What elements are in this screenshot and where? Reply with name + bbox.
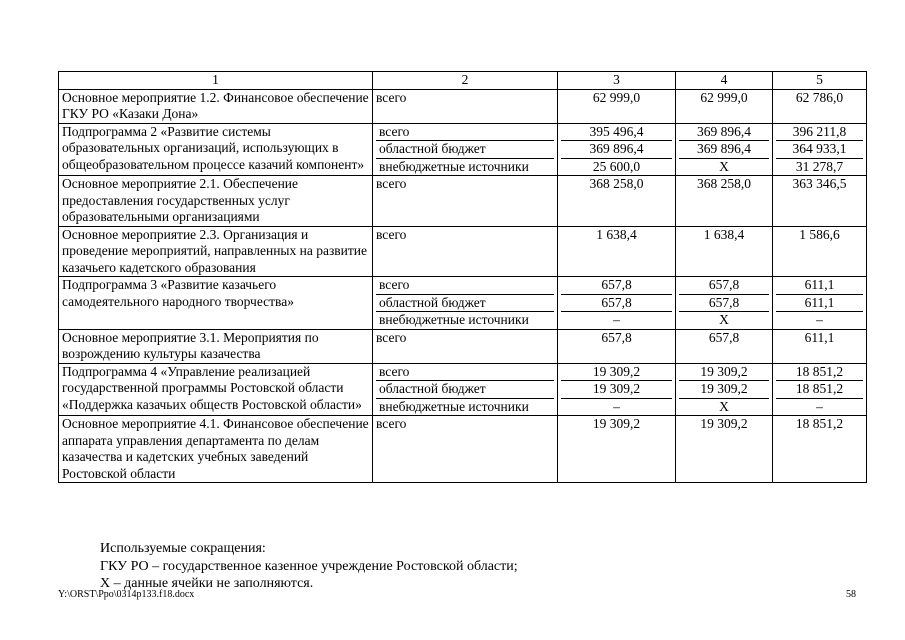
value-col5-cell: 363 346,5 — [773, 176, 867, 227]
value-col5-cell: 1 586,6 — [773, 226, 867, 277]
value-col5-cell — [773, 363, 867, 416]
table-row — [59, 416, 867, 483]
value-col3-cell: 1 638,4 — [558, 226, 676, 277]
source-cell-line: внебюджетные источники — [379, 398, 529, 414]
value-col4-cell-line: 657,8 — [679, 277, 769, 295]
row-name-cell: Подпрограмма 4 «Управление реализацией государственной программы Ростовской области «Поддержка казачьих обществ Ростовской области» — [59, 363, 373, 416]
value-col5-cell-line: 18 851,2 — [776, 364, 863, 382]
value-col5-cell — [773, 277, 867, 330]
row-name-cell: Основное мероприятие 3.1. Мероприятия по возрождению культуры казачества — [59, 329, 373, 363]
value-col4-cell-line: 19 309,2 — [679, 381, 769, 399]
value-col4-cell: 19 309,2 — [676, 416, 773, 483]
value-col3-cell-line: 25 600,0 — [592, 158, 641, 174]
source-cell: всего — [373, 226, 558, 277]
value-col5-cell-line: – — [816, 398, 823, 414]
source-cell: всего — [373, 416, 558, 483]
header-col-1: 1 — [59, 72, 373, 90]
value-col4-cell: 62 999,0 — [676, 89, 773, 123]
value-col4-cell — [676, 123, 773, 176]
source-cell: всего — [373, 329, 558, 363]
source-cell: всего — [373, 89, 558, 123]
value-col4-cell: 368 258,0 — [676, 176, 773, 227]
row-name-cell: Подпрограмма 3 «Развитие казачьего самодеятельного народного творчества» — [59, 277, 373, 330]
table-row — [59, 176, 867, 227]
value-col3-cell-line: – — [613, 312, 620, 327]
value-col5-cell-line: – — [816, 312, 823, 327]
abbreviations-notes — [100, 540, 518, 593]
value-col3-cell — [558, 363, 676, 416]
header-row — [59, 72, 867, 90]
value-col4-cell-line: 369 896,4 — [679, 141, 769, 159]
value-col5-cell-line: 31 278,7 — [795, 158, 844, 174]
value-col5-cell: 18 851,2 — [773, 416, 867, 483]
source-cell-line: областной бюджет — [376, 381, 554, 399]
value-col3-cell-line: 19 309,2 — [561, 381, 672, 399]
value-col5-cell-line: 364 933,1 — [776, 141, 863, 159]
source-cell-line: внебюджетные источники — [379, 158, 529, 174]
source-cell — [373, 123, 558, 176]
notes-line-1: ГКУ РО – государственное казенное учреждение Ростовской области; — [100, 558, 518, 574]
value-col3-cell-line: 369 896,4 — [561, 141, 672, 159]
value-col3-cell-line: 657,8 — [561, 277, 672, 295]
value-col3-cell — [558, 123, 676, 176]
footer-file-path: Y:\ORST\Ppo\0314p133.f18.docx — [58, 589, 195, 600]
value-col4-cell-line: 657,8 — [679, 295, 769, 313]
value-col3-cell-line: 657,8 — [561, 295, 672, 313]
value-col3-cell: 19 309,2 — [558, 416, 676, 483]
value-col4-cell-line: Х — [719, 158, 729, 174]
source-cell-line: всего — [376, 364, 554, 382]
value-col3-cell: 368 258,0 — [558, 176, 676, 227]
value-col5-cell — [773, 123, 867, 176]
value-col4-cell: 1 638,4 — [676, 226, 773, 277]
value-col5-cell-line: 18 851,2 — [776, 381, 863, 399]
table-row — [59, 277, 867, 330]
header-col-5: 5 — [773, 72, 867, 90]
value-col4-cell: 657,8 — [676, 329, 773, 363]
value-col3-cell: 62 999,0 — [558, 89, 676, 123]
row-name-cell: Основное мероприятие 2.1. Обеспечение предоставления государственных услуг образовательными организациями — [59, 176, 373, 227]
value-col4-cell-line: 369 896,4 — [679, 124, 769, 142]
source-cell-line: всего — [376, 124, 554, 142]
row-name-cell: Основное мероприятие 4.1. Финансовое обеспечение аппарата управления департамента по делам казачества и кадетских учебных заведений Ростовской области — [59, 416, 373, 483]
value-col5-cell: 62 786,0 — [773, 89, 867, 123]
header-col-3: 3 — [558, 72, 676, 90]
notes-title: Используемые сокращения: — [100, 541, 266, 556]
value-col4-cell-line: 19 309,2 — [679, 364, 769, 382]
source-cell — [373, 363, 558, 416]
value-col4-cell-line: Х — [719, 398, 729, 414]
value-col4-cell — [676, 277, 773, 330]
header-col-2: 2 — [373, 72, 558, 90]
value-col3-cell-line: 395 496,4 — [561, 124, 672, 142]
source-cell-line: внебюджетные источники — [379, 312, 529, 327]
value-col3-cell — [558, 277, 676, 330]
value-col5-cell-line: 611,1 — [776, 295, 863, 313]
source-cell-line: всего — [376, 277, 554, 295]
value-col3-cell: 657,8 — [558, 329, 676, 363]
source-cell: всего — [373, 176, 558, 227]
footer-page-number: 58 — [846, 589, 856, 600]
value-col5-cell: 611,1 — [773, 329, 867, 363]
value-col4-cell-line: Х — [719, 312, 729, 327]
row-name-cell: Основное мероприятие 1.2. Финансовое обеспечение ГКУ РО «Казаки Дона» — [59, 89, 373, 123]
value-col3-cell-line: 19 309,2 — [561, 364, 672, 382]
value-col5-cell-line: 611,1 — [776, 277, 863, 295]
table-row — [59, 363, 867, 416]
value-col5-cell-line: 396 211,8 — [776, 124, 863, 142]
value-col3-cell-line: – — [613, 398, 620, 414]
table-row — [59, 89, 867, 123]
source-cell-line: областной бюджет — [376, 141, 554, 159]
header-col-4: 4 — [676, 72, 773, 90]
table-row — [59, 329, 867, 363]
row-name-cell: Основное мероприятие 2.3. Организация и проведение мероприятий, направленных на развитие казачьего кадетского образования — [59, 226, 373, 277]
table-body — [59, 89, 867, 483]
notes-line-2: Х – данные ячейки не заполняются. — [100, 576, 314, 591]
budget-table — [58, 71, 867, 483]
table-row — [59, 123, 867, 176]
source-cell-line: областной бюджет — [376, 295, 554, 313]
source-cell — [373, 277, 558, 330]
table-row — [59, 226, 867, 277]
row-name-cell: Подпрограмма 2 «Развитие системы образовательных организаций, использующих в общеобразовательном процессе казачий компонент» — [59, 123, 373, 176]
value-col4-cell — [676, 363, 773, 416]
